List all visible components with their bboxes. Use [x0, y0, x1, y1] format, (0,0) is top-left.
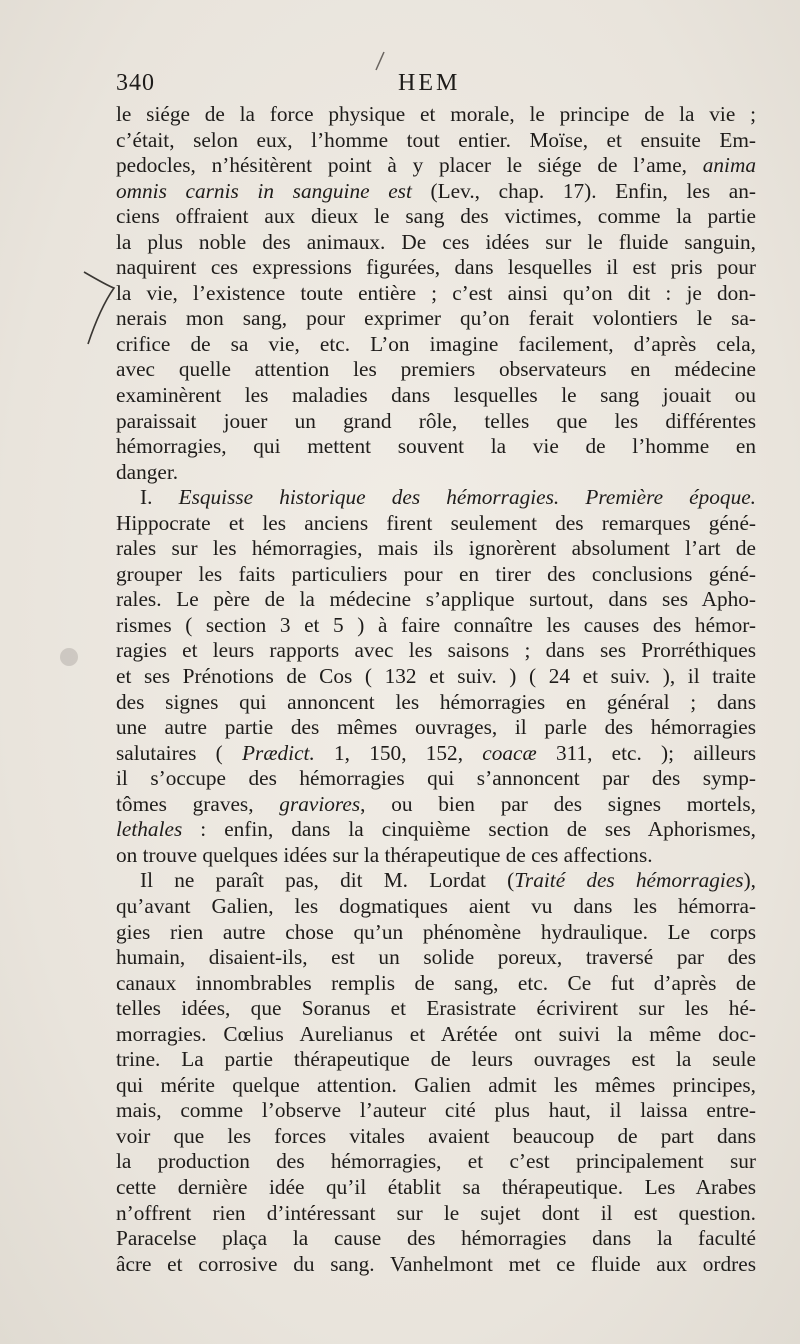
text-line	[116, 613, 756, 639]
text-line	[116, 1175, 756, 1201]
line-text: la vie, l’existence toute entière ; c’est ainsi qu’on dit : je don-	[116, 280, 756, 305]
line-text: paraissait jouer un grand rôle, telles que les différentes	[116, 408, 756, 433]
line-text: une autre partie des mêmes ouvrages, il parle des hémorragies	[116, 715, 756, 740]
line-text: n’offrent rien d’intéressant sur le sujet dont il est question.	[116, 1200, 756, 1225]
line-text: hémorragies, qui mettent souvent la vie de l’homme en	[116, 434, 756, 459]
text-line	[116, 741, 756, 767]
line-text: Hippocrate et les anciens firent seulement des remarques géné-	[116, 510, 756, 535]
line-text: la production des hémorragies, et c’est principalement sur	[116, 1149, 756, 1174]
text-line	[116, 204, 756, 230]
line-text: morragies. Cœlius Aurelianus et Arétée ont suivi la même doc-	[116, 1021, 756, 1046]
italic-text: Prædict.	[242, 740, 315, 765]
line-text: grouper les faits particuliers pour en tirer des conclusions géné-	[116, 561, 756, 586]
line-text: examinèrent les maladies dans lesquelles le sang jouait ou	[116, 383, 756, 408]
text-line	[116, 434, 756, 460]
text-line	[116, 792, 756, 818]
text-line	[116, 306, 756, 332]
text-line	[116, 255, 756, 281]
line-text: (Lev., chap. 17). Enfin, les an-	[411, 178, 756, 203]
italic-text: Esquisse historique des hémorragies. Première époque.	[178, 485, 756, 510]
body-text	[116, 102, 756, 1277]
italic-text: anima	[702, 153, 756, 178]
text-line	[116, 460, 756, 486]
line-text: , ou bien par des signes mortels,	[360, 791, 756, 816]
text-line	[116, 536, 756, 562]
text-line	[116, 1149, 756, 1175]
line-text: c’était, selon eux, l’homme tout entier. Moïse, et ensuite Em-	[116, 127, 756, 152]
line-text: I.	[140, 485, 179, 510]
italic-text: Traité des hémorragies	[514, 868, 744, 893]
line-text: mais, comme l’observe l’auteur cité plus haut, il laissa entre-	[116, 1098, 756, 1123]
line-text: voir que les forces vitales avaient beaucoup de part dans	[116, 1123, 756, 1148]
line-text: crifice de sa vie, etc. L’on imagine facilement, d’après cela,	[116, 331, 756, 356]
text-line	[116, 817, 756, 843]
text-line	[116, 843, 756, 869]
line-text: ciens offraient aux dieux le sang des victimes, comme la partie	[116, 204, 756, 229]
text-line	[116, 1047, 756, 1073]
line-text: ),	[743, 868, 756, 893]
text-line	[116, 357, 756, 383]
line-text: tômes graves,	[116, 791, 280, 816]
line-text: rales sur les hémorragies, mais ils ignorèrent absolument l’art de	[116, 536, 756, 561]
line-text: des signes qui annoncent les hémorragies en général ; dans	[116, 689, 756, 714]
line-text: et ses Prénotions de Cos ( 132 et suiv. ) ( 24 et suiv. ), il traite	[116, 664, 756, 689]
line-text: Il ne paraît pas, dit M. Lordat (	[140, 868, 515, 893]
italic-text: coacæ	[482, 740, 537, 765]
text-line	[116, 332, 756, 358]
line-text: ragies et leurs rapports avec les saisons ; dans ses Prorréthiques	[116, 638, 756, 663]
ink-mark	[370, 50, 390, 72]
text-line	[116, 128, 756, 154]
text-line	[116, 1201, 756, 1227]
line-text: 311, etc. ); ailleurs	[536, 740, 756, 765]
text-line	[116, 179, 756, 205]
text-line	[116, 1098, 756, 1124]
line-text: salutaires (	[116, 740, 243, 765]
text-line	[116, 383, 756, 409]
text-line	[116, 102, 756, 128]
line-text: avec quelle attention les premiers observateurs en médecine	[116, 357, 756, 382]
line-text: rismes ( section 3 et 5 ) à faire connaître les causes des hémor-	[116, 612, 756, 637]
page-header	[116, 70, 756, 102]
text-line	[116, 971, 756, 997]
text-line	[116, 587, 756, 613]
line-text: telles idées, que Soranus et Erasistrate écrivirent sur les hé-	[116, 996, 756, 1021]
line-text: qui mérite quelque attention. Galien admit les mêmes principes,	[116, 1072, 756, 1097]
line-text: danger.	[116, 459, 179, 484]
line-text: naquirent ces expressions figurées, dans lesquelles il est pris pour	[116, 255, 756, 280]
text-line	[116, 230, 756, 256]
text-line	[116, 690, 756, 716]
line-text: humain, disaient-ils, est un solide poreux, traversé par des	[116, 945, 756, 970]
text-line	[116, 281, 756, 307]
line-text: nerais mon sang, pour exprimer qu’on ferait volontiers le sa-	[116, 306, 756, 331]
line-text: la plus noble des animaux. De ces idées sur le fluide sanguin,	[116, 229, 756, 254]
line-text: pedocles, n’hésitèrent point à y placer le siége de l’ame,	[116, 153, 703, 178]
text-line	[116, 562, 756, 588]
text-line	[116, 766, 756, 792]
page-number: 340	[116, 70, 155, 96]
line-text: trine. La partie thérapeutique de leurs ouvrages est la seule	[116, 1047, 756, 1072]
text-line	[116, 894, 756, 920]
text-line	[116, 1226, 756, 1252]
text-line	[116, 868, 756, 894]
text-line	[116, 153, 756, 179]
text-line	[116, 1252, 756, 1278]
line-text: Paracelse plaça la cause des hémorragies dans la faculté	[116, 1226, 756, 1251]
line-text: rales. Le père de la médecine s’applique surtout, dans ses Apho-	[116, 587, 756, 612]
line-text: gies rien autre chose qu’un phénomène hydraulique. Le corps	[116, 919, 756, 944]
text-line	[116, 715, 756, 741]
text-line	[116, 638, 756, 664]
text-line	[116, 996, 756, 1022]
line-text: qu’avant Galien, les dogmatiques aient vu dans les hémorra-	[116, 893, 756, 918]
text-line	[116, 511, 756, 537]
line-text: cette dernière idée qu’il établit sa thérapeutique. Les Arabes	[116, 1174, 756, 1199]
text-line	[116, 1124, 756, 1150]
text-line	[116, 664, 756, 690]
text-line	[116, 1022, 756, 1048]
text-line	[116, 920, 756, 946]
italic-text: lethales	[116, 817, 183, 842]
paper-stain	[60, 648, 78, 666]
line-text: le siége de la force physique et morale, le principe de la vie ;	[116, 102, 756, 126]
text-line	[116, 945, 756, 971]
text-line	[116, 1073, 756, 1099]
line-text: 1, 150, 152,	[314, 740, 483, 765]
italic-text: omnis carnis in sanguine est	[116, 178, 412, 203]
italic-text: graviores	[279, 791, 361, 816]
line-text: : enfin, dans la cinquième section de ses Aphorismes,	[182, 817, 756, 842]
margin-bracket-mark	[78, 268, 118, 348]
line-text: on trouve quelques idées sur la thérapeutique de ces affections.	[116, 842, 653, 867]
text-line	[116, 409, 756, 435]
line-text: canaux innombrables remplis de sang, etc. Ce fut d’après de	[116, 970, 756, 995]
line-text: il s’occupe des hémorragies qui s’annoncent par des symp-	[116, 766, 756, 791]
running-head: HEM	[398, 70, 461, 96]
text-line	[116, 485, 756, 511]
line-text: âcre et corrosive du sang. Vanhelmont met ce fluide aux ordres	[116, 1251, 756, 1276]
